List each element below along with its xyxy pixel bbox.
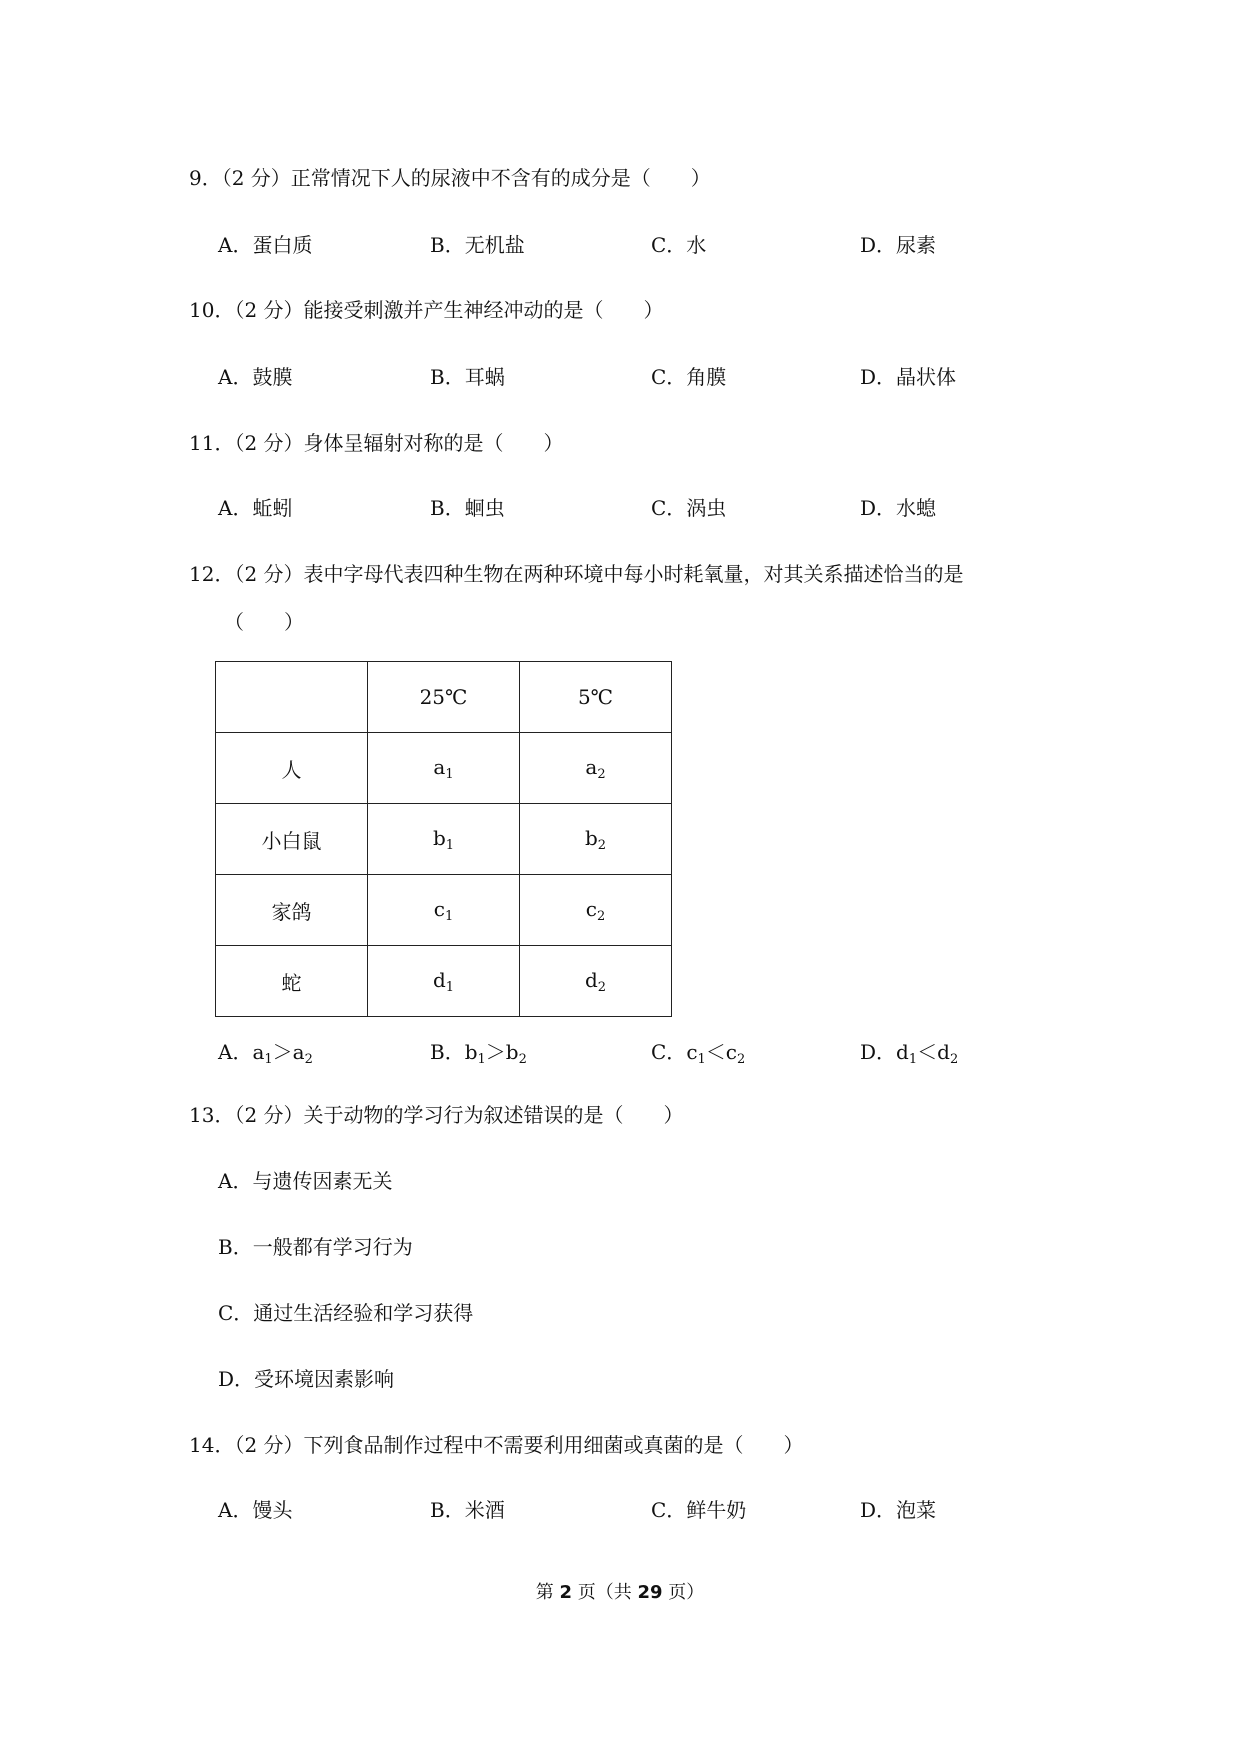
- q12-option-d: D．$d_1<d_2$: [860, 1040, 959, 1067]
- table-cell: $c_1$: [368, 875, 520, 946]
- question-14-stem: 14．（2 分）下列食品制作过程中不需要利用细菌或真菌的是（ ）: [189, 1433, 804, 1457]
- table-header-row: [216, 662, 672, 733]
- table-cell: $c_2$: [520, 875, 672, 946]
- q14-option-b: B．米酒: [430, 1498, 505, 1522]
- q11-option-c: C．涡虫: [651, 496, 727, 520]
- q10-option-b: B．耳蜗: [430, 365, 505, 389]
- question-12-stem-continued: （ ）: [224, 610, 304, 634]
- q9-option-d: D．尿素: [860, 233, 937, 257]
- q13-option-d: D．受环境因素影响: [218, 1367, 395, 1391]
- table-cell: $a_1$: [368, 733, 520, 804]
- q12-option-c: C．$c_1<c_2$: [651, 1040, 746, 1067]
- q13-option-a: A．与遗传因素无关: [218, 1169, 393, 1193]
- q9-option-b: B．无机盐: [430, 233, 525, 257]
- table-row: [216, 733, 672, 804]
- q12-option-b: B．$b_1>b_2$: [430, 1040, 527, 1067]
- q13-option-b: B．一般都有学习行为: [218, 1235, 413, 1259]
- q12-option-a: A．$a_1>a_2$: [218, 1040, 313, 1067]
- table-row-name: 蛇: [216, 946, 368, 1017]
- table-row-name: 家鸽: [216, 875, 368, 946]
- q11-option-b: B．蛔虫: [430, 496, 505, 520]
- oxygen-consumption-table: [215, 661, 672, 1017]
- table-cell: $b_2$: [520, 804, 672, 875]
- question-12-stem: 12．（2 分）表中字母代表四种生物在两种环境中每小时耗氧量，对其关系描述恰当的是: [189, 562, 964, 586]
- question-13-stem: 13．（2 分）关于动物的学习行为叙述错误的是（ ）: [189, 1103, 684, 1127]
- q14-option-a: A．馒头: [218, 1498, 293, 1522]
- q9-option-a: A．蛋白质: [218, 233, 313, 257]
- q9-option-c: C．水: [651, 233, 707, 257]
- q10-option-c: C．角膜: [651, 365, 727, 389]
- q14-option-c: C．鲜牛奶: [651, 1498, 747, 1522]
- page-number: 2: [559, 1582, 572, 1603]
- table-row-name: 小白鼠: [216, 804, 368, 875]
- table-row-name: 人: [216, 733, 368, 804]
- table-cell: $d_2$: [520, 946, 672, 1017]
- table-row: [216, 804, 672, 875]
- question-10-stem: 10．（2 分）能接受刺激并产生神经冲动的是（ ）: [189, 298, 664, 322]
- table-row: [216, 946, 672, 1017]
- q11-option-d: D．水螅: [860, 496, 937, 520]
- q14-option-d: D．泡菜: [860, 1498, 937, 1522]
- question-9-stem: 9．（2 分）正常情况下人的尿液中不含有的成分是（ ）: [189, 166, 711, 190]
- q10-option-a: A．鼓膜: [218, 365, 293, 389]
- table-header-cell: 5℃: [520, 662, 672, 733]
- table-row: [216, 875, 672, 946]
- q11-option-a: A．蚯蚓: [218, 496, 293, 520]
- table-header-cell: 25℃: [368, 662, 520, 733]
- q10-option-d: D．晶状体: [860, 365, 957, 389]
- table-header-cell: [216, 662, 368, 733]
- table-cell: $d_1$: [368, 946, 520, 1017]
- page-footer: 第 2 页（共 29 页）: [535, 1582, 705, 1603]
- table-cell: $b_1$: [368, 804, 520, 875]
- q13-option-c: C．通过生活经验和学习获得: [218, 1301, 474, 1325]
- question-11-stem: 11．（2 分）身体呈辐射对称的是（ ）: [189, 431, 564, 455]
- page-total: 29: [637, 1582, 663, 1603]
- table-cell: $a_2$: [520, 733, 672, 804]
